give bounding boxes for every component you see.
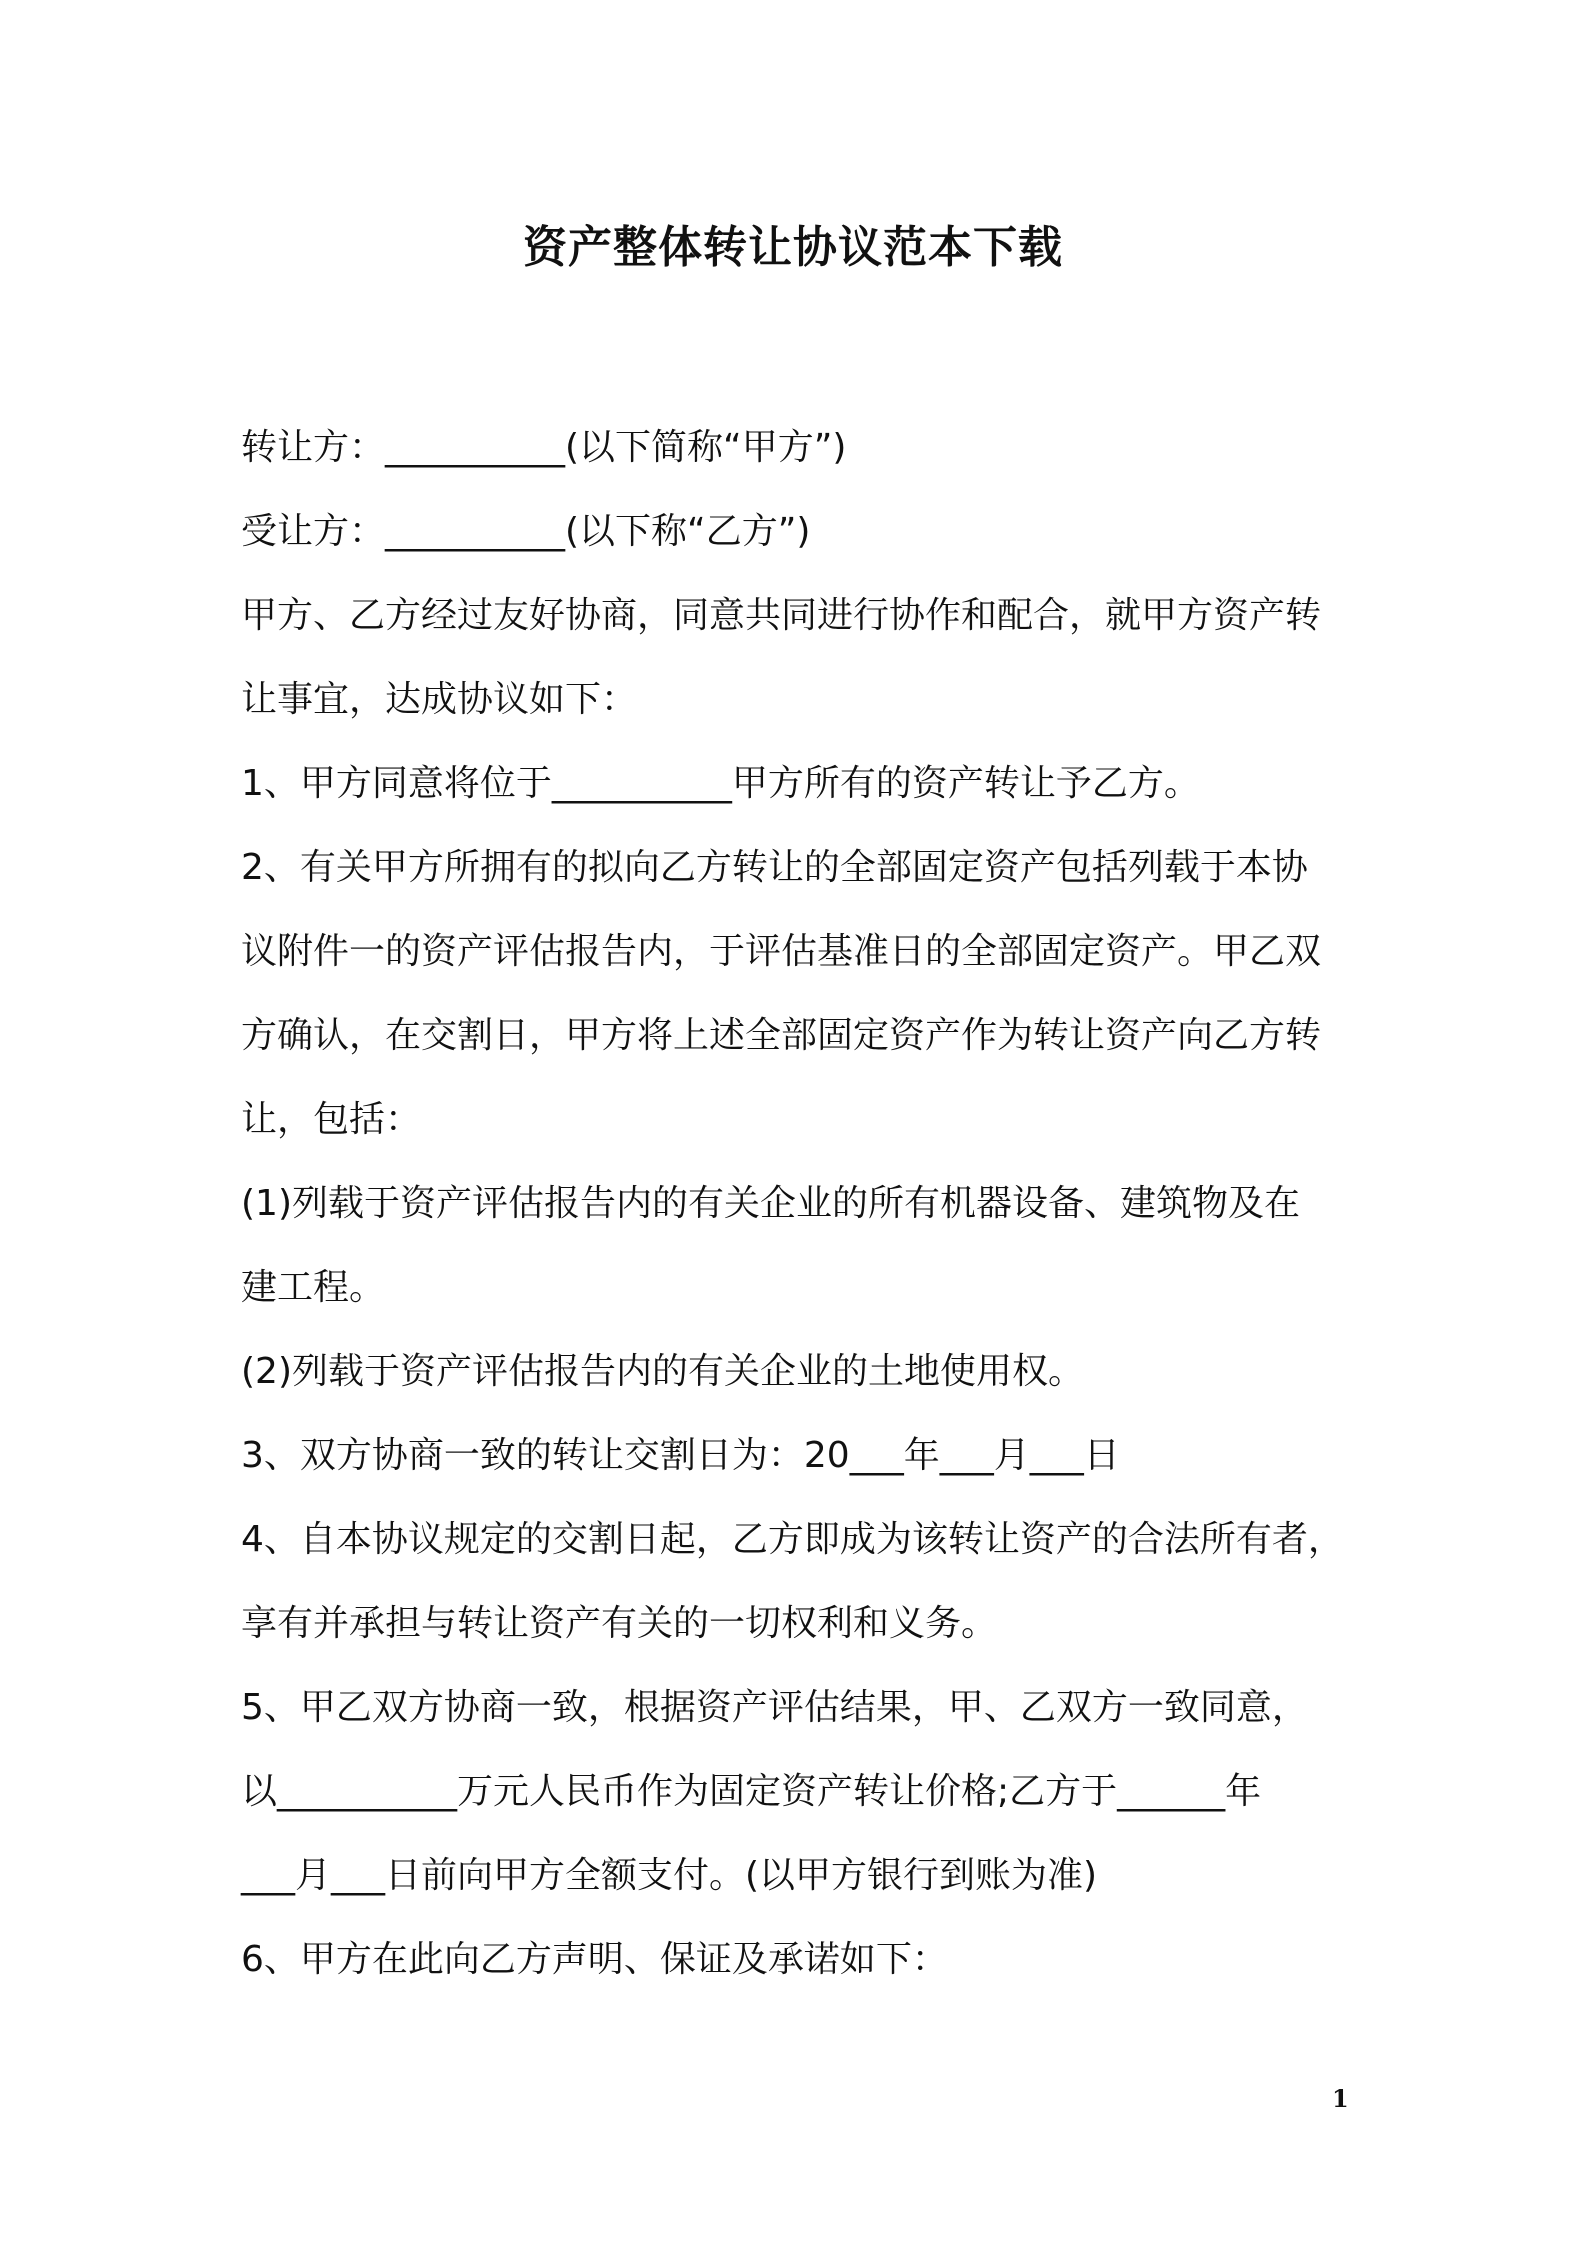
clause-5-line-3: ___月___日前向甲方全额支付。(以甲方银行到账为准) (241, 1855, 1098, 1896)
preamble-line-1: 甲方、乙方经过友好协商，同意共同进行协作和配合，就甲方资产转 (241, 595, 1322, 636)
clause-6: 6、甲方在此向乙方声明、保证及承诺如下： (241, 1939, 948, 1980)
clause-3: 3、双方协商一致的转让交割日为：20___年___月___日 (241, 1435, 1120, 1476)
clause-2-line-4: 让，包括： (241, 1099, 422, 1140)
clause-2-line-2: 议附件一的资产评估报告内，于评估基准日的全部固定资产。甲乙双 (241, 931, 1322, 972)
clause-1: 1、甲方同意将位于__________甲方所有的资产转让予乙方。 (241, 763, 1200, 804)
clause-2-item-1-line-1: (1)列载于资产评估报告内的有关企业的所有机器设备、建筑物及在 (241, 1183, 1300, 1224)
clause-2-item-2: (2)列载于资产评估报告内的有关企业的土地使用权。 (241, 1351, 1084, 1392)
clause-2-item-1-line-2: 建工程。 (241, 1267, 386, 1308)
clause-2-line-3: 方确认，在交割日，甲方将上述全部固定资产作为转让资产向乙方转 (241, 1015, 1322, 1056)
page-number: 1 (1332, 2084, 1349, 2113)
clause-4-line-1: 4、自本协议规定的交割日起，乙方即成为该转让资产的合法所有者， (241, 1519, 1344, 1560)
clause-2-line-1: 2、有关甲方所拥有的拟向乙方转让的全部固定资产包括列载于本协 (241, 847, 1308, 888)
party-a-line: 转让方：__________(以下简称“甲方”) (241, 427, 847, 468)
document-body (241, 406, 1361, 2002)
clause-5-line-2: 以__________万元人民币作为固定资产转让价格;乙方于______年 (241, 1771, 1262, 1812)
preamble-line-2: 让事宜，达成协议如下： (241, 679, 638, 720)
document-title: 资产整体转让协议范本下载 (523, 222, 1063, 273)
clause-5-line-1: 5、甲乙双方协商一致，根据资产评估结果，甲、乙双方一致同意， (241, 1687, 1308, 1728)
clause-4-line-2: 享有并承担与转让资产有关的一切权利和义务。 (241, 1603, 998, 1644)
party-b-line: 受让方：__________(以下称“乙方”) (241, 511, 811, 552)
